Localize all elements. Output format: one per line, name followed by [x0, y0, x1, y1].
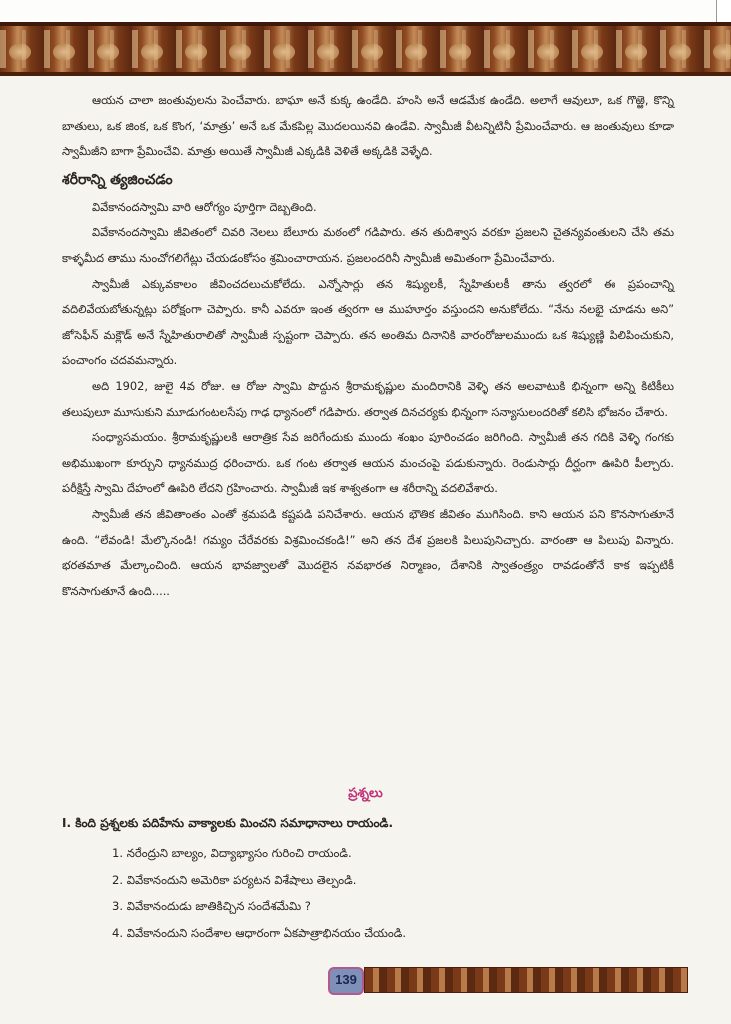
questions-instruction: I. కింది ప్రశ్నలకు పదిహేను వాక్యాలకు మించని సమాధానాలు రాయండి.: [62, 816, 393, 830]
body-paragraph: వివేకానందస్వామి వారి ఆరోగ్యం పూర్తిగా దెబ్బతింది.: [92, 199, 317, 214]
section-heading: శరీరాన్ని త్యజించడం: [62, 171, 173, 188]
body-paragraph: అది 1902, జులై 4వ రోజు. ఆ రోజు స్వామి పొద్దున శ్రీరామకృష్ణుల మందిరానికి వెళ్ళి తన అలవాటుకి భిన్నంగా అన్ని కిటికీలు తలుపులూ మూసుకుని మూడుగంటలసేపు గాఢ ధ్యానంలో గడిపారు. తర్వాత దినచర్యకు భిన్నంగా సన్యాసులందరితో కలిసి భోజనం చేశారు.: [62, 378, 674, 419]
question-item: 4. వివేకానందుని సందేశాల ఆధారంగా ఏకపాత్రాభినయం చేయండి.: [112, 925, 407, 940]
body-paragraph: వివేకానందస్వామి జీవితంలో చివరి నెలలు బేలూరు మఠంలో గడిపారు. తన తుదిశ్వాస వరకూ ప్రజలని చైతన్యవంతులని చేసి తమ కాళ్ళమీద తాము నుంచోగలిగేట్లు చేయడంకోసం శ్రమించారాయన. ప్రజలందరినీ స్వామీజీ అమితంగా ప్రేమించేవారు.: [62, 225, 674, 265]
body-paragraph: సంధ్యాసమయం. శ్రీరామకృష్ణులకి ఆరాత్రిక సేవ జరిగేందుకు ముందు శంఖం పూరించడం జరిగింది. స్వామీజీ తన గదికి వెళ్ళి గంగకు అభిముఖంగా కూర్చుని ధ్యానముద్ర ధరించారు. ఒక గంట తర్వాత ఆయన మంచంపై పడుకున్నారు. రెండుసార్లు దీర్ఘంగా ఊపిరి పీల్చారు. పరీక్షిస్తే స్వామి దేహంలో ఊపిరి లేదని గ్రహించారు. స్వామీజీ ఇక శాశ్వతంగా ఆ శరీరాన్ని వదలివేశారు.: [62, 430, 674, 496]
question-item: 1. నరేంద్రుని బాల్యం, విద్యాభ్యాసం గురించి రాయండి.: [112, 846, 352, 860]
decorative-banner: [0, 22, 731, 76]
body-paragraph: స్వామీజీ ఎక్కువకాలం జీవించదలుచుకోలేదు. ఎన్నోసార్లు తన శిష్యులకీ, స్నేహితులకీ తాను త్వరలో ఈ ప్రపంచాన్ని వదిలివేయబోతున్నట్లు పరోక్షంగా చెప్పారు. కానీ ఎవరూ ఇంత త్వరగా ఆ ముహూర్తం వస్తుందని అనుకోలేదు. “నేను నలభై చూడను అని” జోసెఫీన్ మక్లౌడ్ అనే స్నేహితురాలితో స్వామీజీ స్పష్టంగా చెప్పారు. తన అంతిమ దినానికి వారంరోజులముందు ఒక శిష్యుణ్ణి పిలిపించుకుని, పంచాంగం చదవమన్నారు.: [62, 276, 674, 368]
questions-list: [112, 840, 406, 946]
question-item: 2. వివేకానందుని అమెరికా పర్యటన విశేషాలు తెల్పండి.: [112, 872, 357, 887]
footer-decorative-bar: [364, 967, 688, 993]
questions-title: ప్రశ్నలు: [348, 786, 383, 801]
body-paragraph: స్వామీజీ తన జీవితాంతం ఎంతో శ్రమపడి కష్టపడి పనిచేశారు. ఆయన భౌతిక జీవితం ముగిసింది. కాని ఆయన పని కొనసాగుతూనే ఉంది. “లేవండి! మేల్కొనండి! గమ్యం చేరేవరకు విశ్రమించకండి!” అని తన దేశ ప్రజలకి పిలుపునిచ్చారు. వారంతా ఆ పిలుపు విన్నారు. భరతమాత మేల్కాంచింది. ఆయన భావజ్వాలతో మొదలైన నవభారత నిర్మాణం, దేశానికి స్వాతంత్ర్యం రావడంతోనే కాక ఇప్పటికీ కొనసాగుతూనే ఉంది.....: [62, 506, 674, 598]
question-item: 3. వివేకానందుడు జాతికిచ్చిన సందేశమేమి ?: [112, 899, 311, 913]
intro-paragraph: ఆయన చాలా జంతువులను పెంచేవారు. బాఘా అనే కుక్క ఉండేది. హంసి అనే ఆడమేక ఉండేది. అలాగే ఆవులూ, ఒక గొఱ్ఱె, కొన్ని బాతులు, ఒక జింక, ఒక కొంగ, ‘మాత్రు’ అనే ఒక మేకపిల్ల మొదలయినవి ఉండేవి. స్వామీజీ వీటన్నిటినీ ప్రేమించేవారు. ఆ జంతువులు కూడా స్వామీజీని బాగా ప్రేమించేవి. మాత్రు అయితే స్వామీజీ ఎక్కడికి వెళితే అక్కడికి వెళ్ళేది.: [62, 93, 674, 159]
main-content: [62, 88, 674, 604]
page-edge: [716, 0, 731, 22]
top-margin: [0, 0, 731, 22]
banner-pattern: [0, 30, 731, 68]
page-number: 139: [328, 967, 364, 995]
